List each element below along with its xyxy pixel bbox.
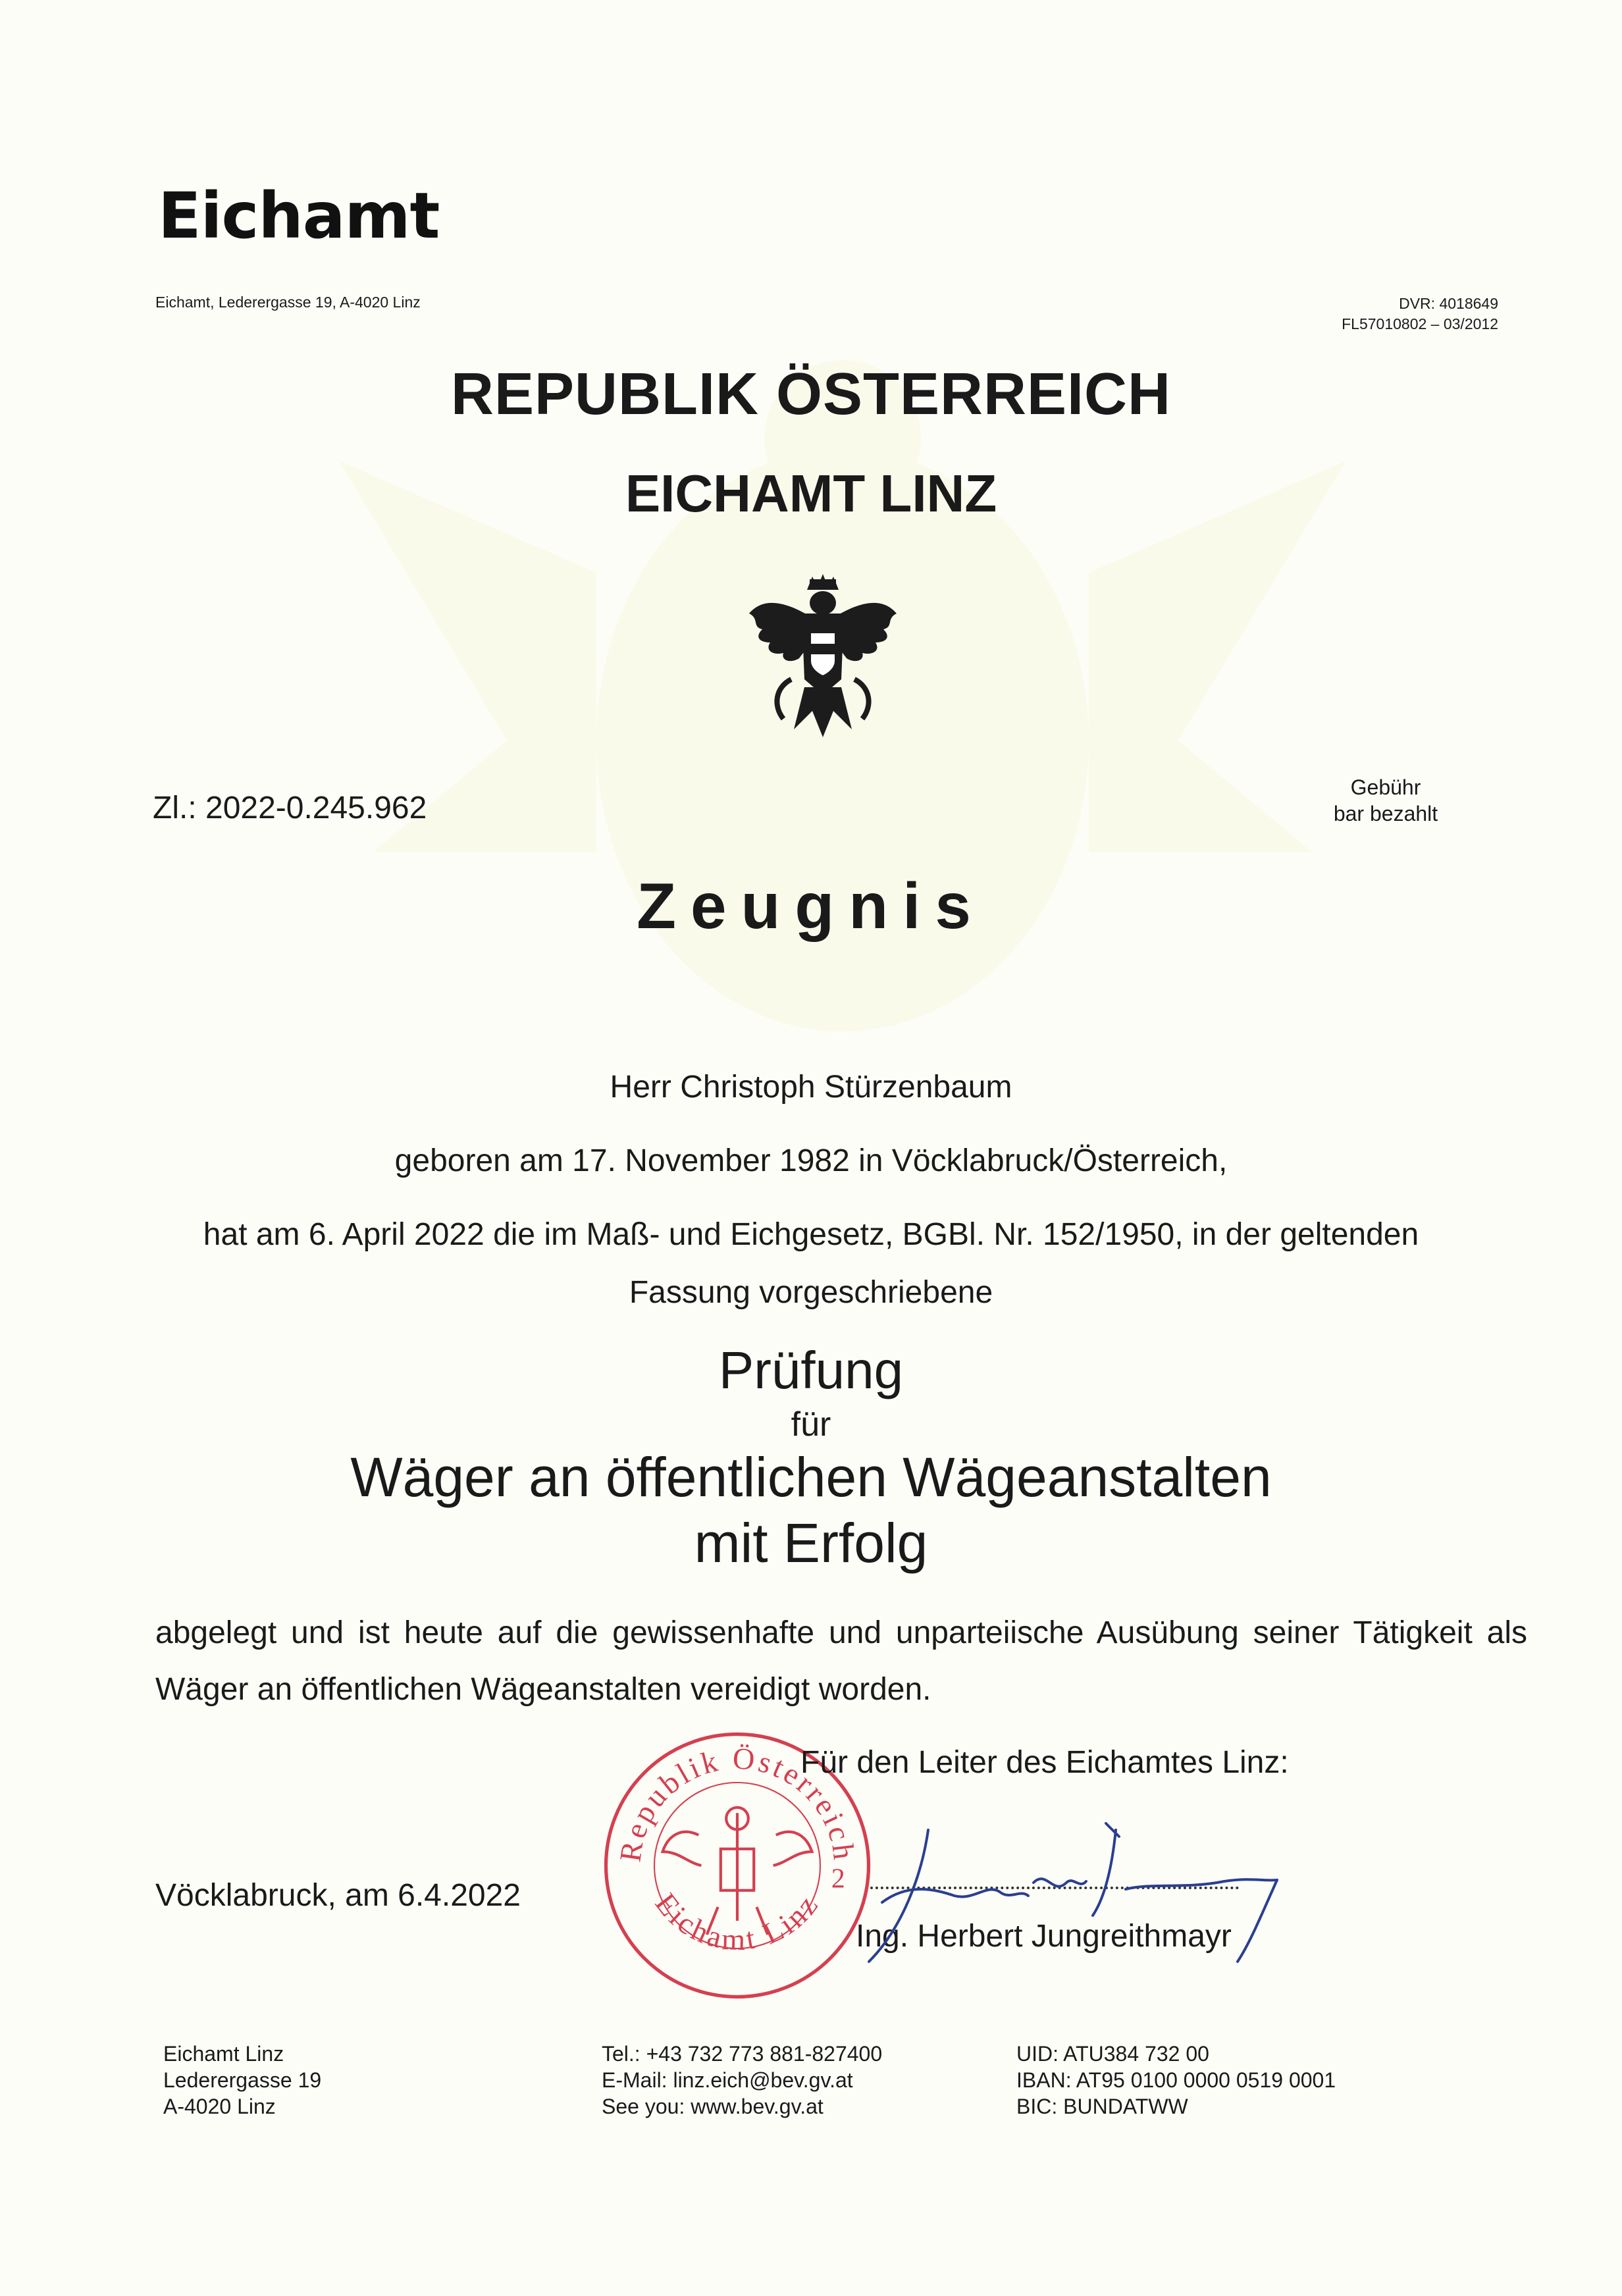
footer-website: See you: www.bev.gv.at (602, 2095, 824, 2118)
statement-line-1: hat am 6. April 2022 die im Maß- und Eichgesetz, BGBl. Nr. 152/1950, in der geltenden (203, 1217, 1419, 1252)
footer-iban: IBAN: AT95 0100 0000 0519 0001 (1016, 2068, 1336, 2092)
footer-street: Lederergasse 19 (163, 2068, 322, 2092)
exam-result: mit Erfolg (694, 1512, 928, 1574)
sender-address: Eichamt, Lederergasse 19, A-4020 Linz (155, 294, 421, 311)
signer-name: Ing. Herbert Jungreithmayr (856, 1919, 1232, 1954)
footer-contact (602, 2041, 882, 2120)
heading-office: EICHAMT LINZ (625, 464, 997, 523)
oath-paragraph: abgelegt und ist heute auf die gewissenhafte und unparteiische Ausübung seiner Tätigkeit als Wäger an öffentlichen Wägeanstalten vereidigt worden. (155, 1615, 1527, 1707)
exam-for: für (791, 1405, 831, 1444)
reference-number: Zl.: 2022-0.245.962 (153, 791, 427, 825)
stamp-top-text: Republik Österreich (613, 1741, 862, 1864)
form-code: FL57010802 – 03/2012 (1342, 315, 1498, 332)
footer-office: Eichamt Linz (163, 2042, 284, 2066)
footer-uid: UID: ATU384 732 00 (1016, 2042, 1209, 2066)
fee-paid: bar bezahlt (1333, 802, 1438, 825)
document-codes (1342, 294, 1498, 334)
signatory-authority: Für den Leiter des Eichamtes Linz: (800, 1745, 1289, 1780)
fee-status (1307, 774, 1465, 827)
footer-phone: Tel.: +43 732 773 881-827400 (602, 2042, 883, 2066)
eichamt-logo: Eichamt (158, 179, 440, 253)
footer-address (163, 2041, 321, 2120)
footer-city: A-4020 Linz (163, 2095, 276, 2118)
certificate-title: Zeugnis (637, 870, 985, 942)
footer-bank (1016, 2041, 1336, 2120)
footer-email: E-Mail: linz.eich@bev.gv.at (602, 2068, 853, 2092)
heading-republic: REPUBLIK ÖSTERREICH (450, 361, 1172, 427)
dvr-number: DVR: 4018649 (1399, 295, 1498, 312)
coat-of-arms-eagle-icon (744, 574, 902, 752)
exam-subject: Wäger an öffentlichen Wägeanstalten (350, 1446, 1272, 1508)
footer-bic: BIC: BUNDATWW (1016, 2095, 1188, 2118)
exam-word: Prüfung (718, 1341, 904, 1399)
stamp-number: 2 (831, 1864, 845, 1894)
fee-label: Gebühr (1350, 775, 1421, 799)
person-birth: geboren am 17. November 1982 in Vöcklabruck/Österreich, (394, 1143, 1228, 1178)
stamp-bottom-text: Eichamt Linz (648, 1887, 826, 1957)
handwritten-signature-icon (856, 1804, 1303, 1975)
statement-line-2: Fassung vorgeschriebene (629, 1275, 993, 1310)
place-and-date: Vöcklabruck, am 6.4.2022 (155, 1878, 521, 1913)
person-name: Herr Christoph Stürzenbaum (610, 1070, 1012, 1105)
